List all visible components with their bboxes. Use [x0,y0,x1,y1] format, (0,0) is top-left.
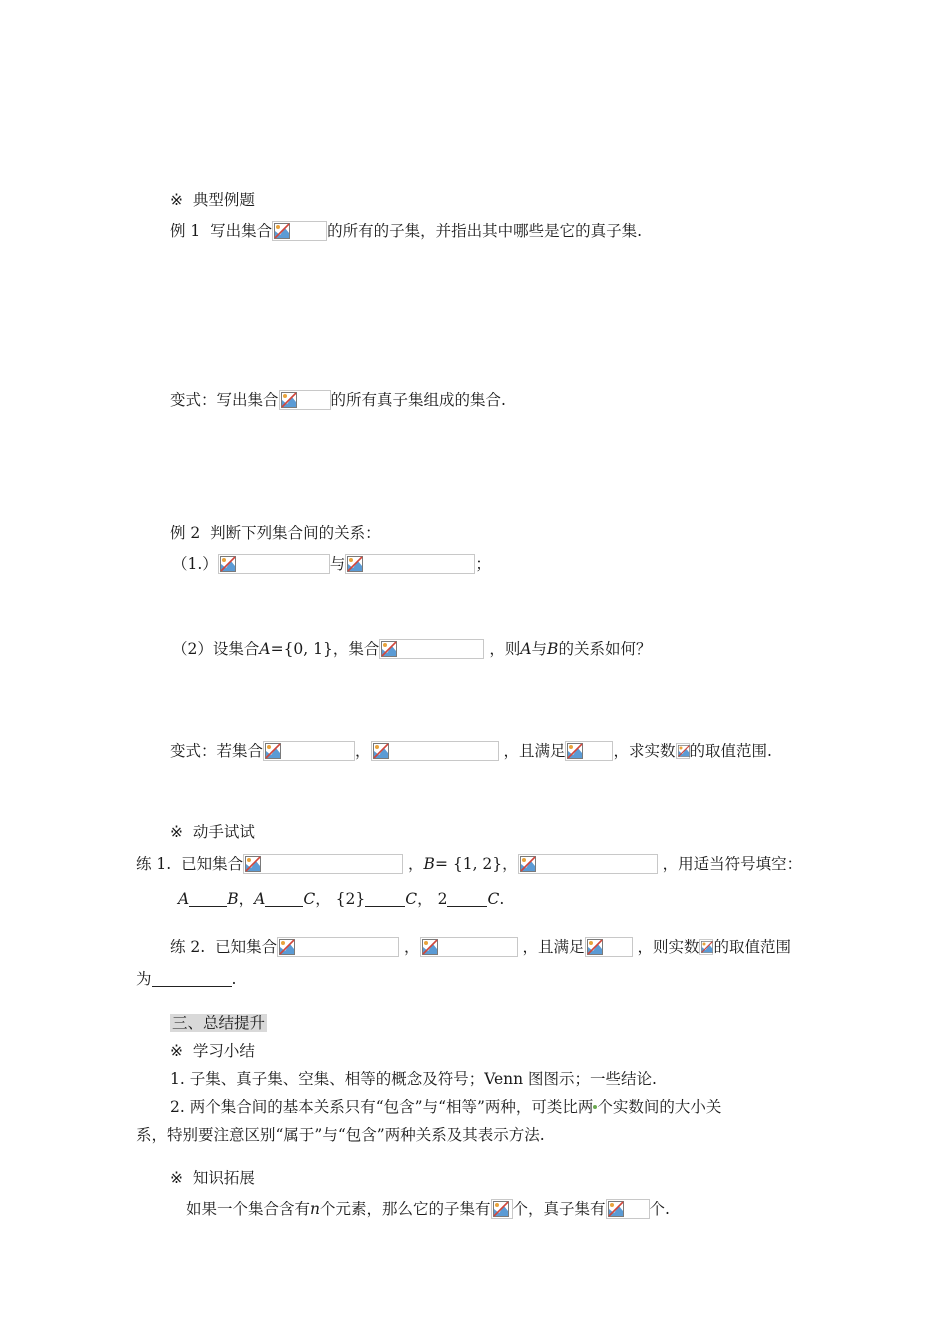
formula-image-placeholder [699,939,713,955]
reference-mark: ※ [170,1169,183,1187]
variation-text: ，且满足 [503,742,566,760]
summary-point-2 [170,1095,721,1118]
item-number: （1.） [172,555,218,573]
math-var: C [487,890,500,908]
formula-image-placeholder [243,854,403,874]
broken-image-icon [265,743,281,759]
question-text: （2）设集合 [172,640,260,658]
punctuation: ， [238,890,255,908]
math-var: C [303,890,316,908]
math-var: B [227,890,239,908]
section-title: 知识拓展 [192,1169,255,1187]
practice-text: ，且满足 [522,938,585,956]
broken-image-icon [701,941,713,953]
connector-text: 与 [329,555,346,573]
example-text: 判断下列集合间的关系： [210,524,381,542]
section-title: 学习小结 [192,1042,255,1060]
section-heading-extension [170,1166,255,1189]
broken-image-icon [281,392,297,408]
example-text: 的所有的子集，并指出其中哪些是它的真子集. [327,222,643,240]
summary-point-2-continued [136,1123,545,1146]
example-label: 例 2 [170,524,201,542]
broken-image-icon [279,939,295,955]
summary-text: 系，特别要注意区别“属于”与“包含”两种关系及其表示方法. [136,1126,545,1144]
variation-1 [170,388,506,411]
practice-text: ，用适当符号填空： [662,855,803,873]
formula-image-placeholder [585,937,633,957]
section-heading-practice [170,820,255,843]
set-literal: {2} [335,890,366,908]
question-text: 的关系如何？ [558,640,652,658]
formula-image-placeholder [676,743,690,759]
punctuation: . [499,890,505,908]
question-text: 与 [531,640,548,658]
formula-image-placeholder [279,390,331,410]
example-label: 例 1 [170,222,201,240]
question-text: ={0, 1}，集合 [270,640,380,658]
broken-image-icon [422,939,438,955]
punctuation: ， [417,890,433,908]
variation-text: 变式：写出集合 [170,391,279,409]
practice-text: 为 [136,970,152,988]
formula-image-placeholder [420,937,518,957]
punctuation: ， [408,855,424,873]
section-title: 动手试试 [192,823,255,841]
punctuation: . [231,970,237,988]
example-text: 写出集合 [210,222,273,240]
answer-blank[interactable] [265,892,303,907]
practice-label: 练 2. [170,938,206,956]
summary-point-1 [170,1067,657,1090]
punctuation: ； [475,555,491,573]
extension-sentence: 个. [649,1200,670,1218]
practice-text: 已知集合 [181,855,244,873]
summary-text: 个实数间的大小关 [597,1098,722,1116]
broken-image-icon [220,556,236,572]
formula-image-placeholder [491,1199,513,1219]
broken-image-icon [381,641,397,657]
broken-image-icon [347,556,363,572]
section-heading-summary-up [170,1011,267,1034]
math-var: A [178,890,190,908]
example-2-part-1 [172,552,491,575]
math-var: n [310,1200,320,1218]
reference-mark: ※ [170,823,183,841]
practice-label: 练 1. [136,855,172,873]
section-title-highlighted: 三、总结提升 [172,1014,266,1032]
formula-image-placeholder [263,741,355,761]
answer-blank[interactable] [365,892,405,907]
extension-sentence: 如果一个集合含有 [186,1200,311,1218]
formula-image-placeholder [218,554,330,574]
broken-image-icon [274,223,290,239]
formula-image-placeholder [371,741,499,761]
punctuation: ， [404,938,420,956]
answer-blank[interactable] [189,892,227,907]
formula-image-placeholder [272,221,327,241]
math-var: C [405,890,418,908]
math-var: A [520,640,532,658]
math-var: B [423,855,435,873]
extension-sentence: 个，真子集有 [512,1200,606,1218]
broken-image-icon [520,856,536,872]
example-1 [170,219,642,242]
practice-1-fill-blanks [178,887,504,910]
answer-blank[interactable] [152,972,232,987]
practice-text: 的取值范围 [713,938,791,956]
practice-text: ，则实数 [637,938,700,956]
formula-image-placeholder [518,854,658,874]
section-heading-summary [170,1039,255,1062]
variation-text: 变式：若集合 [170,742,264,760]
math-var: A [259,640,271,658]
broken-image-icon [493,1201,509,1217]
section-heading-examples [170,188,255,211]
section-title: 典型例题 [192,191,255,209]
broken-image-icon [567,743,583,759]
practice-text: = {1, 2}， [434,855,518,873]
variation-2 [170,739,772,762]
broken-image-icon [587,939,603,955]
question-text: ，则 [489,640,521,658]
broken-image-icon [373,743,389,759]
punctuation: ， [315,890,331,908]
summary-text: 1. 子集、真子集、空集、相等的概念及符号；Venn 图图示；一些结论. [170,1070,657,1088]
broken-image-icon [608,1201,624,1217]
math-var: A [254,890,266,908]
practice-2-continued [136,967,236,990]
broken-image-icon [678,745,690,757]
practice-text: 已知集合 [215,938,278,956]
broken-image-icon [245,856,261,872]
answer-blank[interactable] [447,892,487,907]
example-2-part-2 [172,637,651,660]
formula-image-placeholder [606,1199,650,1219]
extension-text [186,1197,670,1220]
practice-2 [170,935,791,958]
reference-mark: ※ [170,191,183,209]
practice-1 [136,852,802,875]
punctuation: ， [355,742,371,760]
example-2 [170,521,381,544]
summary-text: 2. 两个集合间的基本关系只有“包含”与“相等”两种，可类比两 [170,1098,594,1116]
formula-image-placeholder [277,937,399,957]
extension-sentence: 个元素，那么它的子集有 [320,1200,491,1218]
reference-mark: ※ [170,1042,183,1060]
variation-text: 的所有真子集组成的集合. [330,391,506,409]
math-var: B [547,640,559,658]
number-literal: 2 [437,890,448,908]
formula-image-placeholder [565,741,613,761]
variation-text: 的取值范围. [689,742,772,760]
formula-image-placeholder [345,554,475,574]
variation-text: ，求实数 [613,742,676,760]
formula-image-placeholder [379,639,484,659]
